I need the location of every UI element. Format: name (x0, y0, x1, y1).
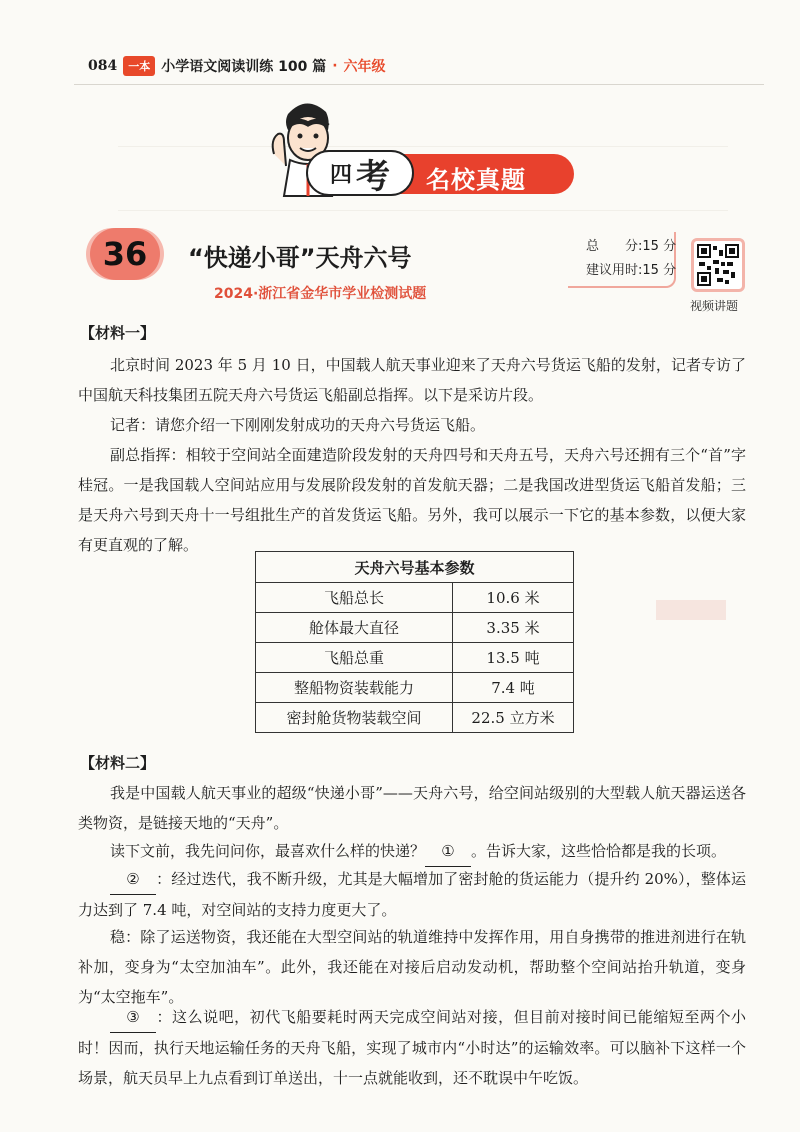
bleed-through (118, 210, 728, 211)
material-two-paragraph (78, 836, 746, 867)
table-cell-name: 飞船总重 (256, 643, 453, 673)
brand-badge: 一本 (123, 56, 155, 76)
paragraph-text: ：这么说吧，初代飞船要耗时两天完成空间站对接，但目前对接时间已能缩短至两个小时！因而，执行天地运输任务的天舟飞船，实现了城市内“小时达”的运输效率。可以脑补下这样一个场景，航天员早上九点看到订单送出，十一点就能收到，还不耽误中午吃饭。 (78, 1008, 746, 1087)
table-title: 天舟六号基本参数 (256, 552, 574, 583)
banner-label: 名校真题 (426, 166, 526, 194)
table-cell-value: 3.35 米 (453, 613, 574, 643)
suggested-time-label: 建议用时: (586, 263, 643, 278)
book-title: 小学语文阅读训练 100 篇 (161, 59, 327, 75)
table-cell-name: 舱体最大直径 (256, 613, 453, 643)
table-cell-name: 整船物资装载能力 (256, 673, 453, 703)
table-row (256, 703, 574, 733)
material-two-paragraph: 稳：除了运送物资，我还能在大型空间站的轨道维持中发挥作用，用自身携带的推进剂进行在轨补加，变身为“太空加油车”。此外，我还能在对接后启动发动机，帮助整个空间站抬升轨道，变身为“太空拖车”。 (78, 928, 746, 1006)
material-one-paragraph: 副总指挥：相较于空间站全面建造阶段发射的天舟四号和天舟五号，天舟六号还拥有三个“首”字桂冠。一是我国载人空间站应用与发展阶段发射的首发航天器；二是我国改进型货运飞船首发船；三是天舟六号到天舟十一号组批生产的首发货运飞船。另外，我可以展示一下它的基本参数，以便大家有更直观的了解。 (78, 446, 746, 554)
score-box (568, 232, 676, 288)
table-cell-value: 10.6 米 (453, 583, 574, 613)
banner-big-char: 考 (356, 156, 390, 197)
table-row (256, 643, 574, 673)
qr-code-icon (697, 244, 739, 286)
material-one-paragraph: 记者：请您介绍一下刚刚发射成功的天舟六号货运飞船。 (110, 416, 486, 434)
article-title: “快递小哥”天舟六号 (188, 244, 412, 272)
material-two-paragraph: 我是中国载人航天事业的超级“快递小哥”——天舟六号，给空间站级别的大型载人航天器运送各类物资，是链接天地的“天舟”。 (78, 784, 746, 832)
total-score-label: 总 分: (586, 239, 643, 254)
article-source: 2024·浙江省金华市学业检测试题 (214, 286, 427, 302)
material-one-paragraph: 北京时间 2023 年 5 月 10 日，中国载人航天事业迎来了天舟六号货运飞船的发射，记者专访了中国航天科技集团五院天舟六号货运飞船副总指挥。以下是采访片段。 (78, 356, 746, 404)
table-cell-value: 7.4 吨 (453, 673, 574, 703)
table-cell-value: 13.5 吨 (453, 643, 574, 673)
table-row (256, 673, 574, 703)
answer-blank-3[interactable]: ③ (110, 1002, 156, 1033)
table-cell-value: 22.5 立方米 (453, 703, 574, 733)
header-rule (74, 84, 764, 85)
header-separator: · (332, 58, 338, 74)
article-number: 36 (90, 228, 160, 280)
table-row (256, 583, 574, 613)
bleed-through (118, 146, 728, 147)
material-one-heading: 【材料一】 (80, 324, 156, 342)
material-two-paragraph (78, 1002, 746, 1093)
answer-blank-2[interactable]: ② (110, 864, 156, 895)
running-header (88, 54, 386, 78)
material-two-paragraph (78, 864, 746, 925)
table-row (256, 613, 574, 643)
total-score-value: 15 分 (642, 239, 677, 254)
material-two-heading: 【材料二】 (80, 754, 156, 772)
table-cell-name: 密封舱货物装载空间 (256, 703, 453, 733)
bleed-through (656, 600, 726, 620)
question-text: 读下文前，我先问问你，最喜欢什么样的快递？ (110, 842, 426, 860)
banner-badge (306, 150, 414, 196)
question-text: 。告诉大家，这些恰恰都是我的长项。 (471, 842, 727, 860)
paragraph-text: ：经过迭代，我不断升级，尤其是大幅增加了密封舱的货运能力（提升约 20%），整体运力达到了 7.4 吨，对空间站的支持力度更大了。 (78, 870, 746, 919)
answer-blank-1[interactable]: ① (425, 836, 471, 867)
article-number-badge (86, 228, 164, 280)
page-number: 084 (88, 58, 118, 74)
banner-number: 四 (329, 162, 352, 188)
section-banner (306, 150, 574, 196)
suggested-time-value: 15 分 (642, 263, 677, 278)
qr-caption: 视频讲题 (690, 299, 739, 313)
table-cell-name: 飞船总长 (256, 583, 453, 613)
grade-label: 六年级 (343, 59, 386, 75)
parameter-table (255, 551, 574, 733)
qr-code[interactable] (691, 238, 745, 292)
